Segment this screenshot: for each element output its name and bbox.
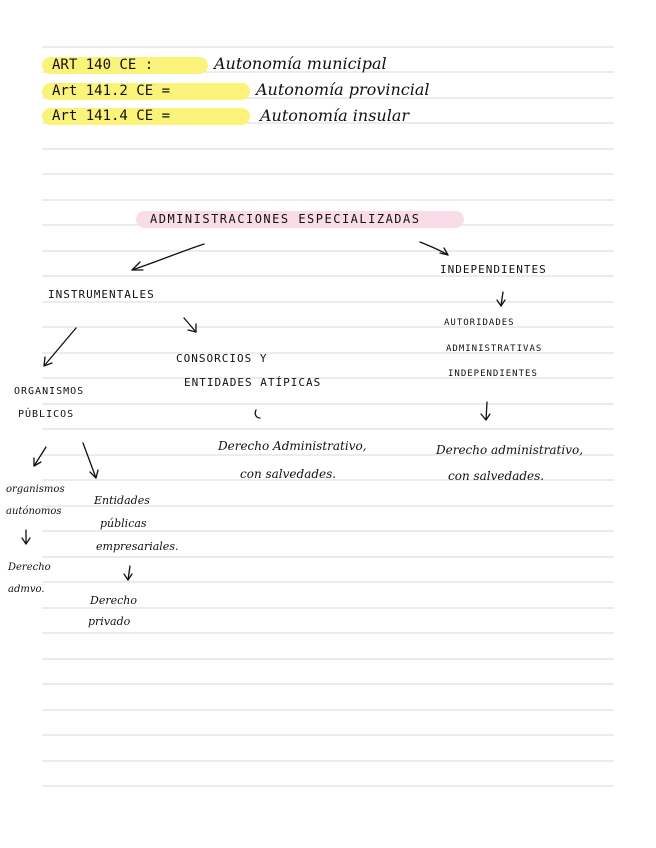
arrow-autoridades-to-derecho: [486, 402, 487, 420]
article-ref: Art 141.4 CE =: [52, 108, 171, 124]
article-ref: Art 141.2 CE =: [52, 83, 171, 99]
consorcios-line1: CONSORCIOS Y: [176, 352, 268, 365]
independientes-derecho-line2: con salvedades.: [448, 469, 545, 483]
autoridades-line1: AUTORIDADES: [444, 318, 515, 328]
derecho-admvo-line1: Derecho: [8, 562, 51, 573]
article-ref: ART 140 CE :: [52, 57, 154, 73]
entidades-publicas-line2: públicas: [100, 517, 147, 530]
article-topic: Autonomía municipal: [214, 54, 387, 73]
organismos-publicos-line1: ORGANISMOS: [14, 386, 85, 397]
article-topic: Autonomía insular: [260, 106, 410, 125]
arrow-consorcios-to-derecho: [255, 410, 260, 418]
entidades-publicas-line1: Entidades: [94, 494, 150, 507]
autoridades-line2: ADMINISTRATIVAS: [446, 344, 543, 354]
branch-instrumentales: INSTRUMENTALES: [48, 288, 155, 301]
arrow-organismos-to-entidades: [83, 443, 96, 478]
organismos-autonomos-line2: autónomos: [6, 506, 62, 517]
arrow-instrumentales-to-organismos: [44, 328, 76, 366]
consorcios-derecho-line2: con salvedades.: [240, 467, 337, 481]
organismos-publicos-line2: PÚBLICOS: [18, 409, 75, 420]
arrow-root-to-instrumentales: [132, 244, 204, 270]
consorcios-line2: ENTIDADES ATÍPICAS: [184, 376, 322, 389]
derecho-admvo-line2: admvo.: [8, 584, 45, 595]
independientes-derecho-line1: Derecho administrativo,: [436, 443, 584, 457]
derecho-privado-line2: privado: [88, 615, 131, 628]
consorcios-derecho-line1: Derecho Administrativo,: [218, 439, 367, 453]
diagram-root-title: ADMINISTRACIONES ESPECIALIZADAS: [150, 212, 421, 226]
derecho-privado-line1: Derecho: [90, 594, 137, 607]
autoridades-line3: INDEPENDIENTES: [448, 369, 538, 379]
organismos-autonomos-line1: organismos: [6, 484, 65, 495]
article-topic: Autonomía provincial: [256, 80, 430, 99]
branch-independientes: INDEPENDIENTES: [440, 263, 547, 276]
entidades-publicas-line3: empresariales.: [96, 540, 179, 553]
